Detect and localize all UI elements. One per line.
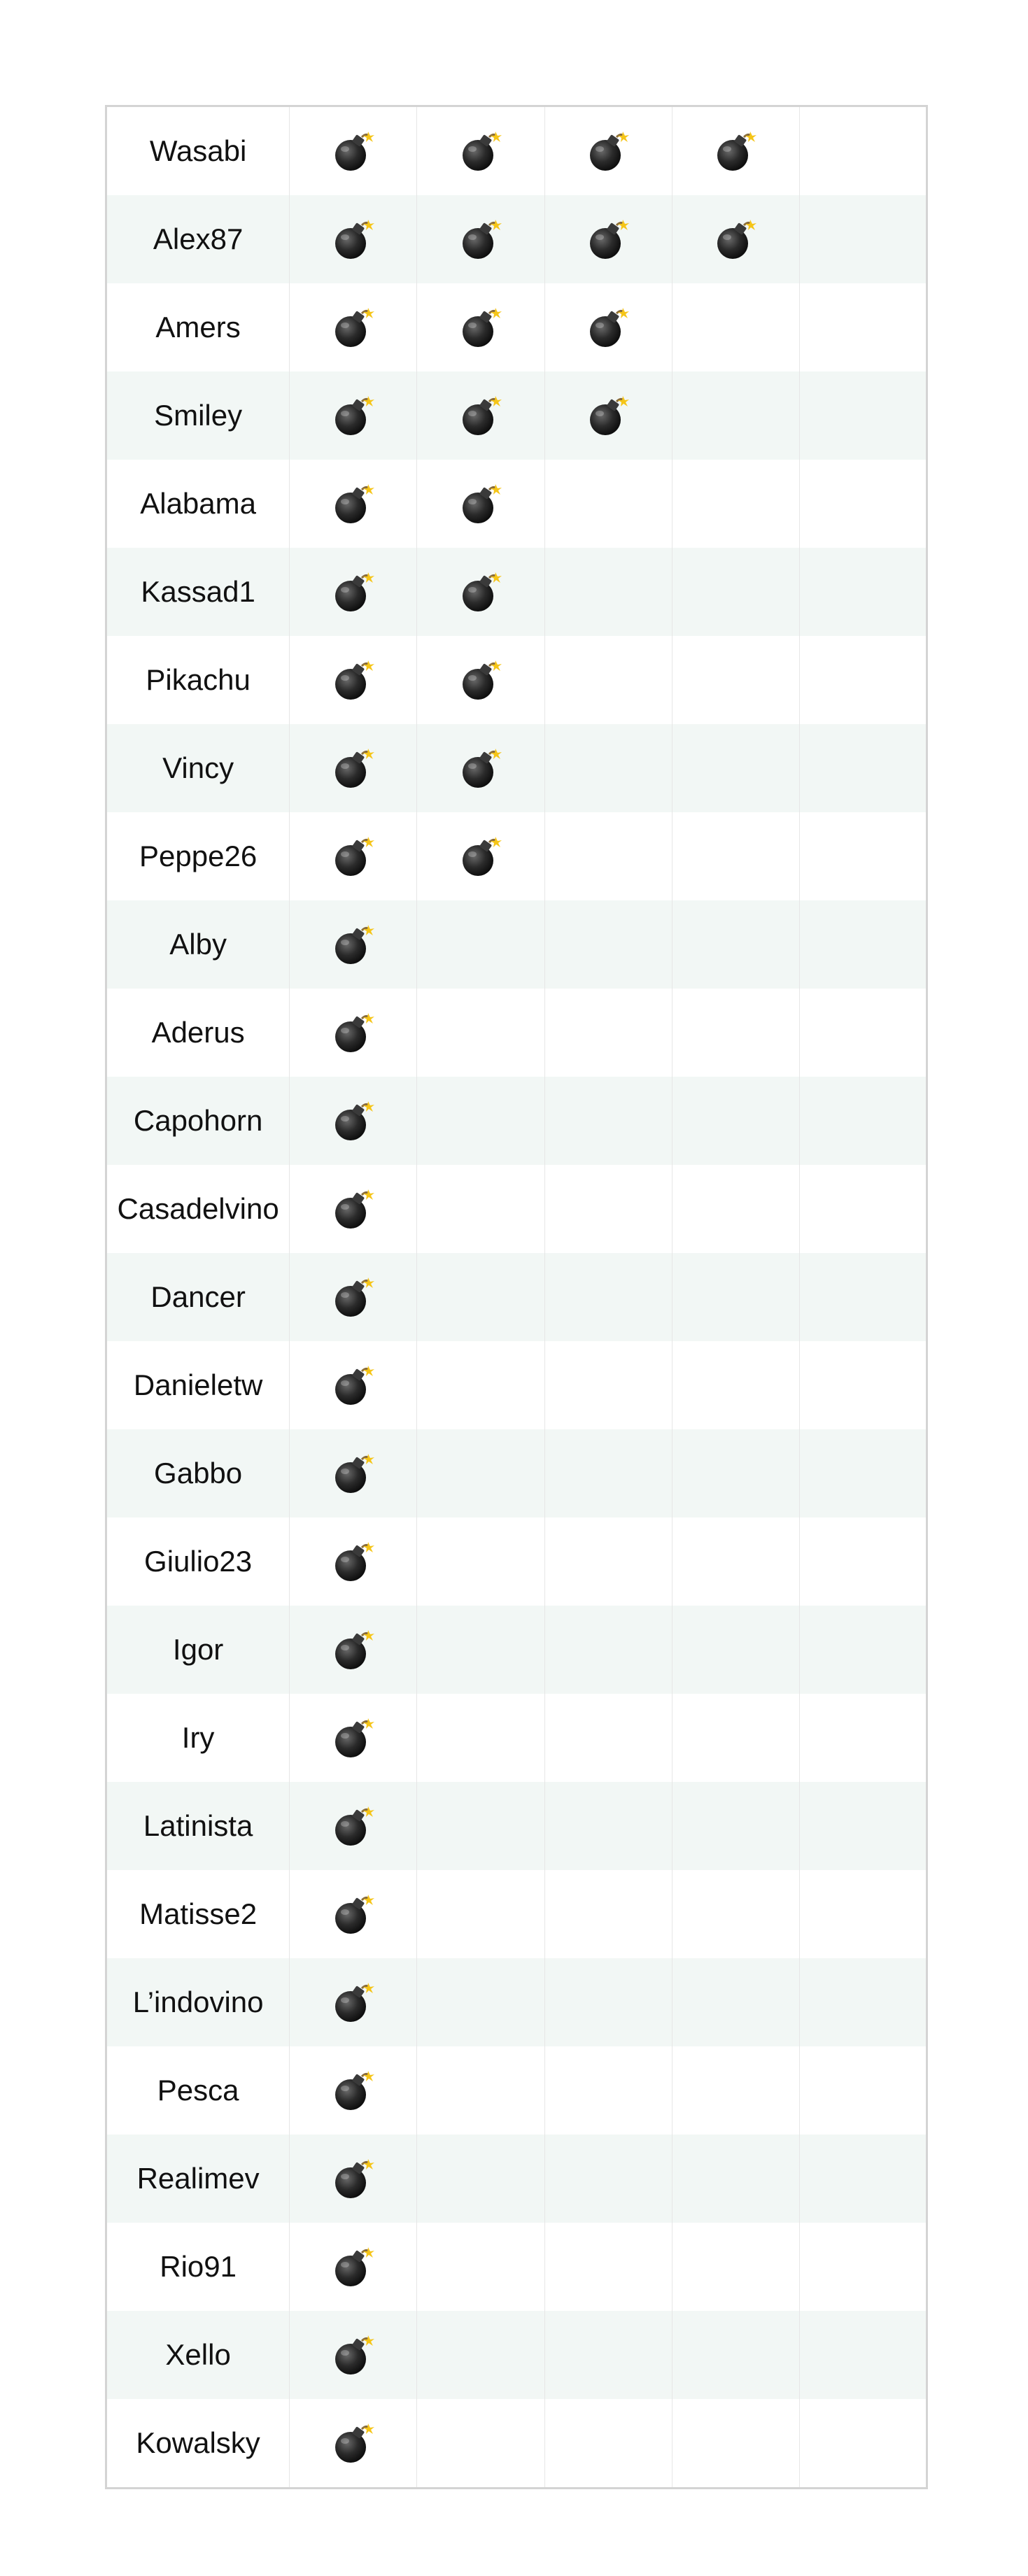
- bomb-icon: [586, 217, 631, 262]
- bomb-cell: [544, 1253, 672, 1341]
- bomb-icon: [331, 393, 376, 438]
- bomb-icon: [331, 2156, 376, 2201]
- bomb-cell: [672, 106, 799, 196]
- table-row: [106, 283, 927, 371]
- bomb-cell: [417, 1341, 544, 1429]
- player-name-cell: [106, 1958, 290, 2046]
- bomb-cell: [799, 283, 927, 371]
- bomb-cell: [799, 548, 927, 636]
- player-name-cell: [106, 900, 290, 989]
- bomb-cell: [417, 2311, 544, 2399]
- table-row: [106, 1870, 927, 1958]
- player-name-cell: [106, 460, 290, 548]
- bomb-cell: [290, 1077, 417, 1165]
- bomb-cell: [544, 2223, 672, 2311]
- bomb-cell: [544, 1077, 672, 1165]
- bomb-cell: [544, 2399, 672, 2489]
- bomb-cell: [799, 371, 927, 460]
- player-name-cell: [106, 2399, 290, 2489]
- bomb-cell: [799, 2135, 927, 2223]
- table-row: [106, 724, 927, 812]
- table-row: [106, 2046, 927, 2135]
- bomb-cell: [417, 548, 544, 636]
- player-name: Realimev: [136, 2162, 260, 2195]
- bomb-cell: [672, 636, 799, 724]
- bomb-cell: [417, 283, 544, 371]
- bomb-icon: [458, 393, 503, 438]
- bomb-cell: [290, 195, 417, 283]
- player-name-cell: [106, 636, 290, 724]
- leaderboard-body: [106, 106, 927, 2489]
- player-name: Gabbo: [154, 1457, 243, 1489]
- bomb-icon: [458, 305, 503, 350]
- bomb-icon: [331, 569, 376, 614]
- bomb-cell: [417, 812, 544, 900]
- player-name: Amers: [155, 311, 241, 344]
- bomb-cell: [799, 1165, 927, 1253]
- table-row: [106, 1782, 927, 1870]
- bomb-cell: [799, 989, 927, 1077]
- player-name-cell: [106, 371, 290, 460]
- bomb-icon: [331, 1098, 376, 1143]
- player-name: Giulio23: [144, 1545, 253, 1578]
- bomb-cell: [799, 1870, 927, 1958]
- player-name-cell: [106, 1694, 290, 1782]
- bomb-cell: [417, 1253, 544, 1341]
- bomb-cell: [672, 1253, 799, 1341]
- bomb-cell: [672, 812, 799, 900]
- bomb-cell: [417, 724, 544, 812]
- table-row: [106, 1429, 927, 1517]
- bomb-cell: [799, 1253, 927, 1341]
- bomb-cell: [799, 2223, 927, 2311]
- table-row: [106, 636, 927, 724]
- player-name-cell: [106, 1165, 290, 1253]
- bomb-cell: [290, 1958, 417, 2046]
- bomb-cell: [672, 1341, 799, 1429]
- bomb-cell: [417, 2046, 544, 2135]
- bomb-cell: [417, 636, 544, 724]
- bomb-cell: [290, 106, 417, 196]
- player-name: Pikachu: [146, 663, 251, 696]
- player-name: Latinista: [143, 1809, 253, 1842]
- bomb-cell: [290, 460, 417, 548]
- bomb-icon: [458, 658, 503, 702]
- bomb-cell: [672, 1165, 799, 1253]
- bomb-cell: [672, 724, 799, 812]
- bomb-cell: [544, 1694, 672, 1782]
- player-name-cell: [106, 2046, 290, 2135]
- table-row: [106, 2399, 927, 2489]
- bomb-cell: [417, 1782, 544, 1870]
- bomb-cell: [544, 371, 672, 460]
- bomb-cell: [417, 2223, 544, 2311]
- player-name: Casadelvino: [117, 1192, 279, 1225]
- bomb-cell: [290, 989, 417, 1077]
- bomb-cell: [417, 1694, 544, 1782]
- bomb-cell: [799, 1341, 927, 1429]
- bomb-cell: [799, 1077, 927, 1165]
- player-name-cell: [106, 1429, 290, 1517]
- bomb-cell: [544, 1958, 672, 2046]
- player-name: Smiley: [154, 399, 243, 432]
- player-name-cell: [106, 283, 290, 371]
- bomb-icon: [331, 2421, 376, 2465]
- bomb-cell: [672, 2046, 799, 2135]
- bomb-cell: [799, 1517, 927, 1606]
- bomb-cell: [672, 2223, 799, 2311]
- player-name: Dancer: [150, 1280, 246, 1313]
- bomb-cell: [544, 2311, 672, 2399]
- table-row: [106, 548, 927, 636]
- player-name-cell: [106, 548, 290, 636]
- bomb-icon: [331, 1804, 376, 1848]
- bomb-cell: [672, 900, 799, 989]
- bomb-cell: [672, 371, 799, 460]
- bomb-cell: [290, 1253, 417, 1341]
- bomb-cell: [290, 900, 417, 989]
- player-name-cell: [106, 1517, 290, 1606]
- bomb-icon: [331, 1451, 376, 1496]
- table-row: [106, 1517, 927, 1606]
- player-name: Kowalsky: [136, 2426, 260, 2459]
- bomb-icon: [331, 1187, 376, 1231]
- bomb-cell: [290, 2046, 417, 2135]
- bomb-icon: [331, 1010, 376, 1055]
- bomb-icon: [458, 481, 503, 526]
- bomb-cell: [417, 195, 544, 283]
- player-name: Vincy: [162, 751, 234, 784]
- player-name: Matisse2: [139, 1897, 258, 1930]
- player-name: Pesca: [157, 2074, 239, 2107]
- bomb-cell: [544, 724, 672, 812]
- bomb-icon: [586, 129, 631, 174]
- bomb-cell: [290, 1870, 417, 1958]
- bomb-cell: [290, 1694, 417, 1782]
- player-name: Danieletw: [133, 1368, 263, 1401]
- bomb-cell: [544, 106, 672, 196]
- bomb-cell: [290, 636, 417, 724]
- table-row: [106, 989, 927, 1077]
- bomb-icon: [458, 746, 503, 791]
- bomb-cell: [290, 812, 417, 900]
- bomb-cell: [544, 1429, 672, 1517]
- bomb-cell: [417, 2135, 544, 2223]
- bomb-cell: [799, 2399, 927, 2489]
- bomb-icon: [458, 217, 503, 262]
- bomb-cell: [290, 2311, 417, 2399]
- bomb-cell: [417, 1077, 544, 1165]
- player-name: Capohorn: [133, 1104, 263, 1137]
- bomb-cell: [672, 989, 799, 1077]
- player-name-cell: [106, 1782, 290, 1870]
- player-name: Xello: [165, 2338, 231, 2371]
- player-name-cell: [106, 1077, 290, 1165]
- bomb-cell: [672, 1870, 799, 1958]
- bomb-cell: [417, 2399, 544, 2489]
- bomb-cell: [290, 2135, 417, 2223]
- bomb-cell: [799, 2046, 927, 2135]
- table-row: [106, 2223, 927, 2311]
- bomb-cell: [672, 1694, 799, 1782]
- bomb-cell: [544, 636, 672, 724]
- bomb-cell: [799, 1429, 927, 1517]
- table-row: [106, 1165, 927, 1253]
- bomb-cell: [417, 989, 544, 1077]
- player-name-cell: [106, 1606, 290, 1694]
- table-row: [106, 106, 927, 196]
- bomb-icon: [331, 658, 376, 702]
- bomb-cell: [290, 724, 417, 812]
- bomb-cell: [290, 2399, 417, 2489]
- bomb-icon: [331, 1363, 376, 1408]
- bomb-cell: [417, 1165, 544, 1253]
- player-name-cell: [106, 1870, 290, 1958]
- bomb-cell: [290, 1165, 417, 1253]
- bomb-cell: [544, 1606, 672, 1694]
- bomb-cell: [799, 1782, 927, 1870]
- bomb-cell: [417, 371, 544, 460]
- bomb-cell: [672, 283, 799, 371]
- bomb-cell: [799, 1694, 927, 1782]
- player-name: Alabama: [140, 487, 256, 520]
- bomb-cell: [544, 812, 672, 900]
- player-name: Alex87: [153, 222, 244, 255]
- player-name: Wasabi: [149, 134, 247, 167]
- bomb-icon: [458, 834, 503, 879]
- table-row: [106, 2135, 927, 2223]
- bomb-icon: [331, 481, 376, 526]
- bomb-cell: [290, 283, 417, 371]
- bomb-cell: [799, 195, 927, 283]
- bomb-cell: [544, 195, 672, 283]
- bomb-cell: [799, 900, 927, 989]
- bomb-icon: [331, 746, 376, 791]
- bomb-icon: [713, 129, 758, 174]
- bomb-cell: [672, 1782, 799, 1870]
- leaderboard-table: [105, 105, 928, 2489]
- bomb-cell: [290, 371, 417, 460]
- bomb-cell: [672, 548, 799, 636]
- bomb-cell: [672, 2135, 799, 2223]
- bomb-cell: [417, 460, 544, 548]
- bomb-icon: [586, 305, 631, 350]
- table-row: [106, 812, 927, 900]
- bomb-cell: [544, 2135, 672, 2223]
- player-name: Rio91: [160, 2250, 237, 2283]
- player-name: Peppe26: [139, 840, 258, 872]
- bomb-cell: [417, 1429, 544, 1517]
- bomb-cell: [799, 812, 927, 900]
- bomb-cell: [544, 900, 672, 989]
- player-name-cell: [106, 2311, 290, 2399]
- bomb-cell: [290, 1606, 417, 1694]
- table-row: [106, 900, 927, 989]
- bomb-cell: [417, 1870, 544, 1958]
- bomb-cell: [672, 2311, 799, 2399]
- bomb-icon: [331, 1539, 376, 1584]
- bomb-cell: [290, 548, 417, 636]
- bomb-icon: [331, 217, 376, 262]
- bomb-icon: [586, 393, 631, 438]
- bomb-cell: [799, 106, 927, 196]
- player-name: Igor: [172, 1633, 224, 1666]
- bomb-cell: [417, 1517, 544, 1606]
- bomb-cell: [799, 2311, 927, 2399]
- player-name-cell: [106, 106, 290, 196]
- player-name: Alby: [169, 928, 227, 961]
- player-name: Iry: [181, 1721, 215, 1754]
- bomb-cell: [544, 1165, 672, 1253]
- table-row: [106, 1253, 927, 1341]
- bomb-cell: [544, 460, 672, 548]
- bomb-icon: [331, 2333, 376, 2377]
- bomb-cell: [290, 1429, 417, 1517]
- player-name-cell: [106, 1253, 290, 1341]
- bomb-cell: [417, 1606, 544, 1694]
- player-name: L’indovino: [132, 1986, 264, 2018]
- bomb-cell: [417, 900, 544, 989]
- table-row: [106, 1958, 927, 2046]
- player-name: Kassad1: [141, 575, 255, 608]
- bomb-icon: [331, 922, 376, 967]
- bomb-icon: [331, 1892, 376, 1937]
- bomb-cell: [799, 460, 927, 548]
- bomb-cell: [544, 1782, 672, 1870]
- player-name: Aderus: [151, 1016, 245, 1049]
- bomb-cell: [799, 1606, 927, 1694]
- bomb-icon: [458, 129, 503, 174]
- bomb-cell: [544, 1341, 672, 1429]
- table-row: [106, 371, 927, 460]
- bomb-cell: [672, 460, 799, 548]
- table-row: [106, 1341, 927, 1429]
- table-row: [106, 1606, 927, 1694]
- table-row: [106, 195, 927, 283]
- player-name-cell: [106, 1341, 290, 1429]
- bomb-icon: [713, 217, 758, 262]
- bomb-cell: [672, 1077, 799, 1165]
- bomb-cell: [672, 1958, 799, 2046]
- bomb-cell: [672, 1606, 799, 1694]
- bomb-cell: [672, 1429, 799, 1517]
- bomb-icon: [458, 569, 503, 614]
- bomb-cell: [799, 1958, 927, 2046]
- bomb-cell: [544, 548, 672, 636]
- bomb-icon: [331, 1627, 376, 1672]
- bomb-cell: [544, 283, 672, 371]
- bomb-icon: [331, 2244, 376, 2289]
- player-name-cell: [106, 2135, 290, 2223]
- player-name-cell: [106, 195, 290, 283]
- bomb-icon: [331, 1980, 376, 2025]
- bomb-cell: [672, 2399, 799, 2489]
- table-row: [106, 1694, 927, 1782]
- bomb-cell: [417, 106, 544, 196]
- bomb-cell: [290, 1517, 417, 1606]
- bomb-cell: [799, 636, 927, 724]
- table-row: [106, 460, 927, 548]
- bomb-cell: [544, 1870, 672, 1958]
- player-name-cell: [106, 989, 290, 1077]
- bomb-cell: [290, 1341, 417, 1429]
- bomb-cell: [672, 195, 799, 283]
- bomb-cell: [290, 1782, 417, 1870]
- bomb-icon: [331, 1275, 376, 1319]
- bomb-icon: [331, 2068, 376, 2113]
- bomb-icon: [331, 834, 376, 879]
- player-name-cell: [106, 2223, 290, 2311]
- bomb-cell: [544, 989, 672, 1077]
- bomb-icon: [331, 129, 376, 174]
- player-name-cell: [106, 724, 290, 812]
- bomb-cell: [544, 2046, 672, 2135]
- bomb-icon: [331, 1715, 376, 1760]
- table-row: [106, 1077, 927, 1165]
- bomb-cell: [672, 1517, 799, 1606]
- table-row: [106, 2311, 927, 2399]
- bomb-cell: [799, 724, 927, 812]
- bomb-cell: [544, 1517, 672, 1606]
- bomb-icon: [331, 305, 376, 350]
- bomb-cell: [290, 2223, 417, 2311]
- player-name-cell: [106, 812, 290, 900]
- bomb-cell: [417, 1958, 544, 2046]
